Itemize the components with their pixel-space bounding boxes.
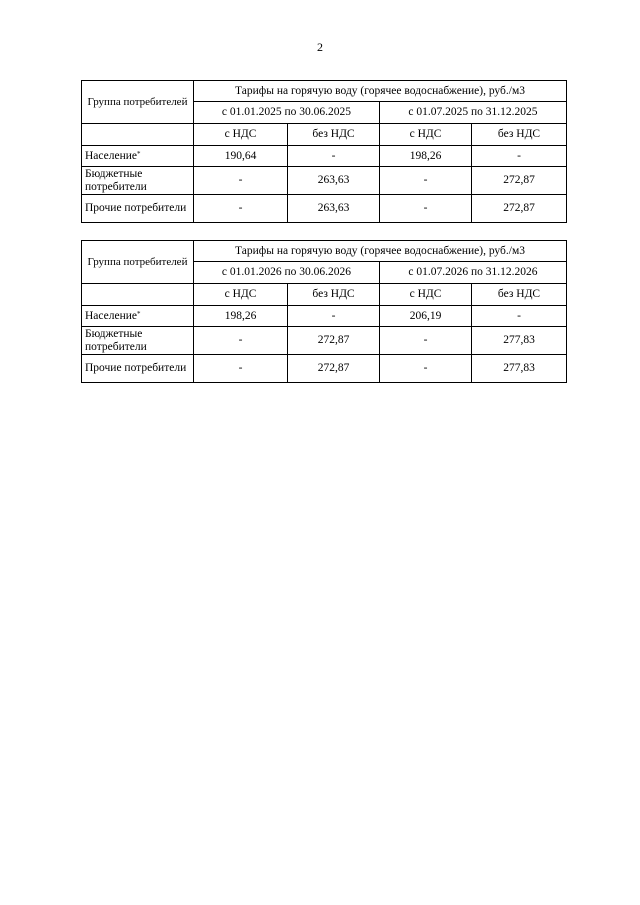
tariff-table-2026 <box>81 240 567 383</box>
tariff-header: Тарифы на горячую воду (горячее водоснабжение), руб./м3 <box>194 81 567 102</box>
value-cell: 263,63 <box>288 167 380 195</box>
vat-subheader: без НДС <box>288 124 380 146</box>
vat-subheader: с НДС <box>380 284 472 306</box>
footnote-mark: * <box>137 149 141 158</box>
period-header: с 01.07.2025 по 31.12.2025 <box>380 102 567 124</box>
value-cell: - <box>194 167 288 195</box>
value-cell: 272,87 <box>288 355 380 383</box>
period-header: с 01.01.2025 по 30.06.2025 <box>194 102 380 124</box>
period-header: с 01.01.2026 по 30.06.2026 <box>194 262 380 284</box>
vat-subheader: без НДС <box>472 284 567 306</box>
value-cell: - <box>380 167 472 195</box>
value-cell: - <box>380 195 472 223</box>
group-cell: Прочие потребители <box>82 355 194 383</box>
group-header: Группа потребителей <box>82 81 194 124</box>
value-cell: - <box>380 355 472 383</box>
group-cell: Бюджетные потребители <box>82 327 194 355</box>
vat-subheader: с НДС <box>194 124 288 146</box>
value-cell: - <box>380 327 472 355</box>
table-row <box>82 146 567 167</box>
group-label: Население <box>85 149 138 162</box>
value-cell: 198,26 <box>194 306 288 327</box>
value-cell: - <box>288 306 380 327</box>
vat-subheader: с НДС <box>194 284 288 306</box>
footnote-mark: * <box>137 309 141 318</box>
value-cell: - <box>288 146 380 167</box>
group-cell: Прочие потребители <box>82 195 194 223</box>
value-cell: - <box>472 306 567 327</box>
value-cell: 206,19 <box>380 306 472 327</box>
empty-cell <box>82 124 194 146</box>
value-cell: - <box>472 146 567 167</box>
value-cell: 198,26 <box>380 146 472 167</box>
group-cell <box>82 146 194 167</box>
table-row <box>82 327 567 355</box>
vat-subheader: без НДС <box>288 284 380 306</box>
group-header: Группа потребителей <box>82 241 194 284</box>
page-number: 2 <box>317 40 323 54</box>
table-row <box>82 306 567 327</box>
table-row <box>82 195 567 223</box>
tariff-table-2025 <box>81 80 567 223</box>
value-cell: 263,63 <box>288 195 380 223</box>
value-cell: 272,87 <box>472 167 567 195</box>
value-cell: - <box>194 195 288 223</box>
vat-subheader: без НДС <box>472 124 567 146</box>
group-cell: Бюджетные потребители <box>82 167 194 195</box>
vat-subheader: с НДС <box>380 124 472 146</box>
value-cell: 272,87 <box>472 195 567 223</box>
value-cell: 277,83 <box>472 327 567 355</box>
table-row <box>82 167 567 195</box>
period-header: с 01.07.2026 по 31.12.2026 <box>380 262 567 284</box>
tariff-header: Тарифы на горячую воду (горячее водоснабжение), руб./м3 <box>194 241 567 262</box>
value-cell: 190,64 <box>194 146 288 167</box>
value-cell: 272,87 <box>288 327 380 355</box>
table-row <box>82 355 567 383</box>
group-label: Население <box>85 309 138 322</box>
value-cell: - <box>194 355 288 383</box>
empty-cell <box>82 284 194 306</box>
group-cell <box>82 306 194 327</box>
value-cell: - <box>194 327 288 355</box>
value-cell: 277,83 <box>472 355 567 383</box>
